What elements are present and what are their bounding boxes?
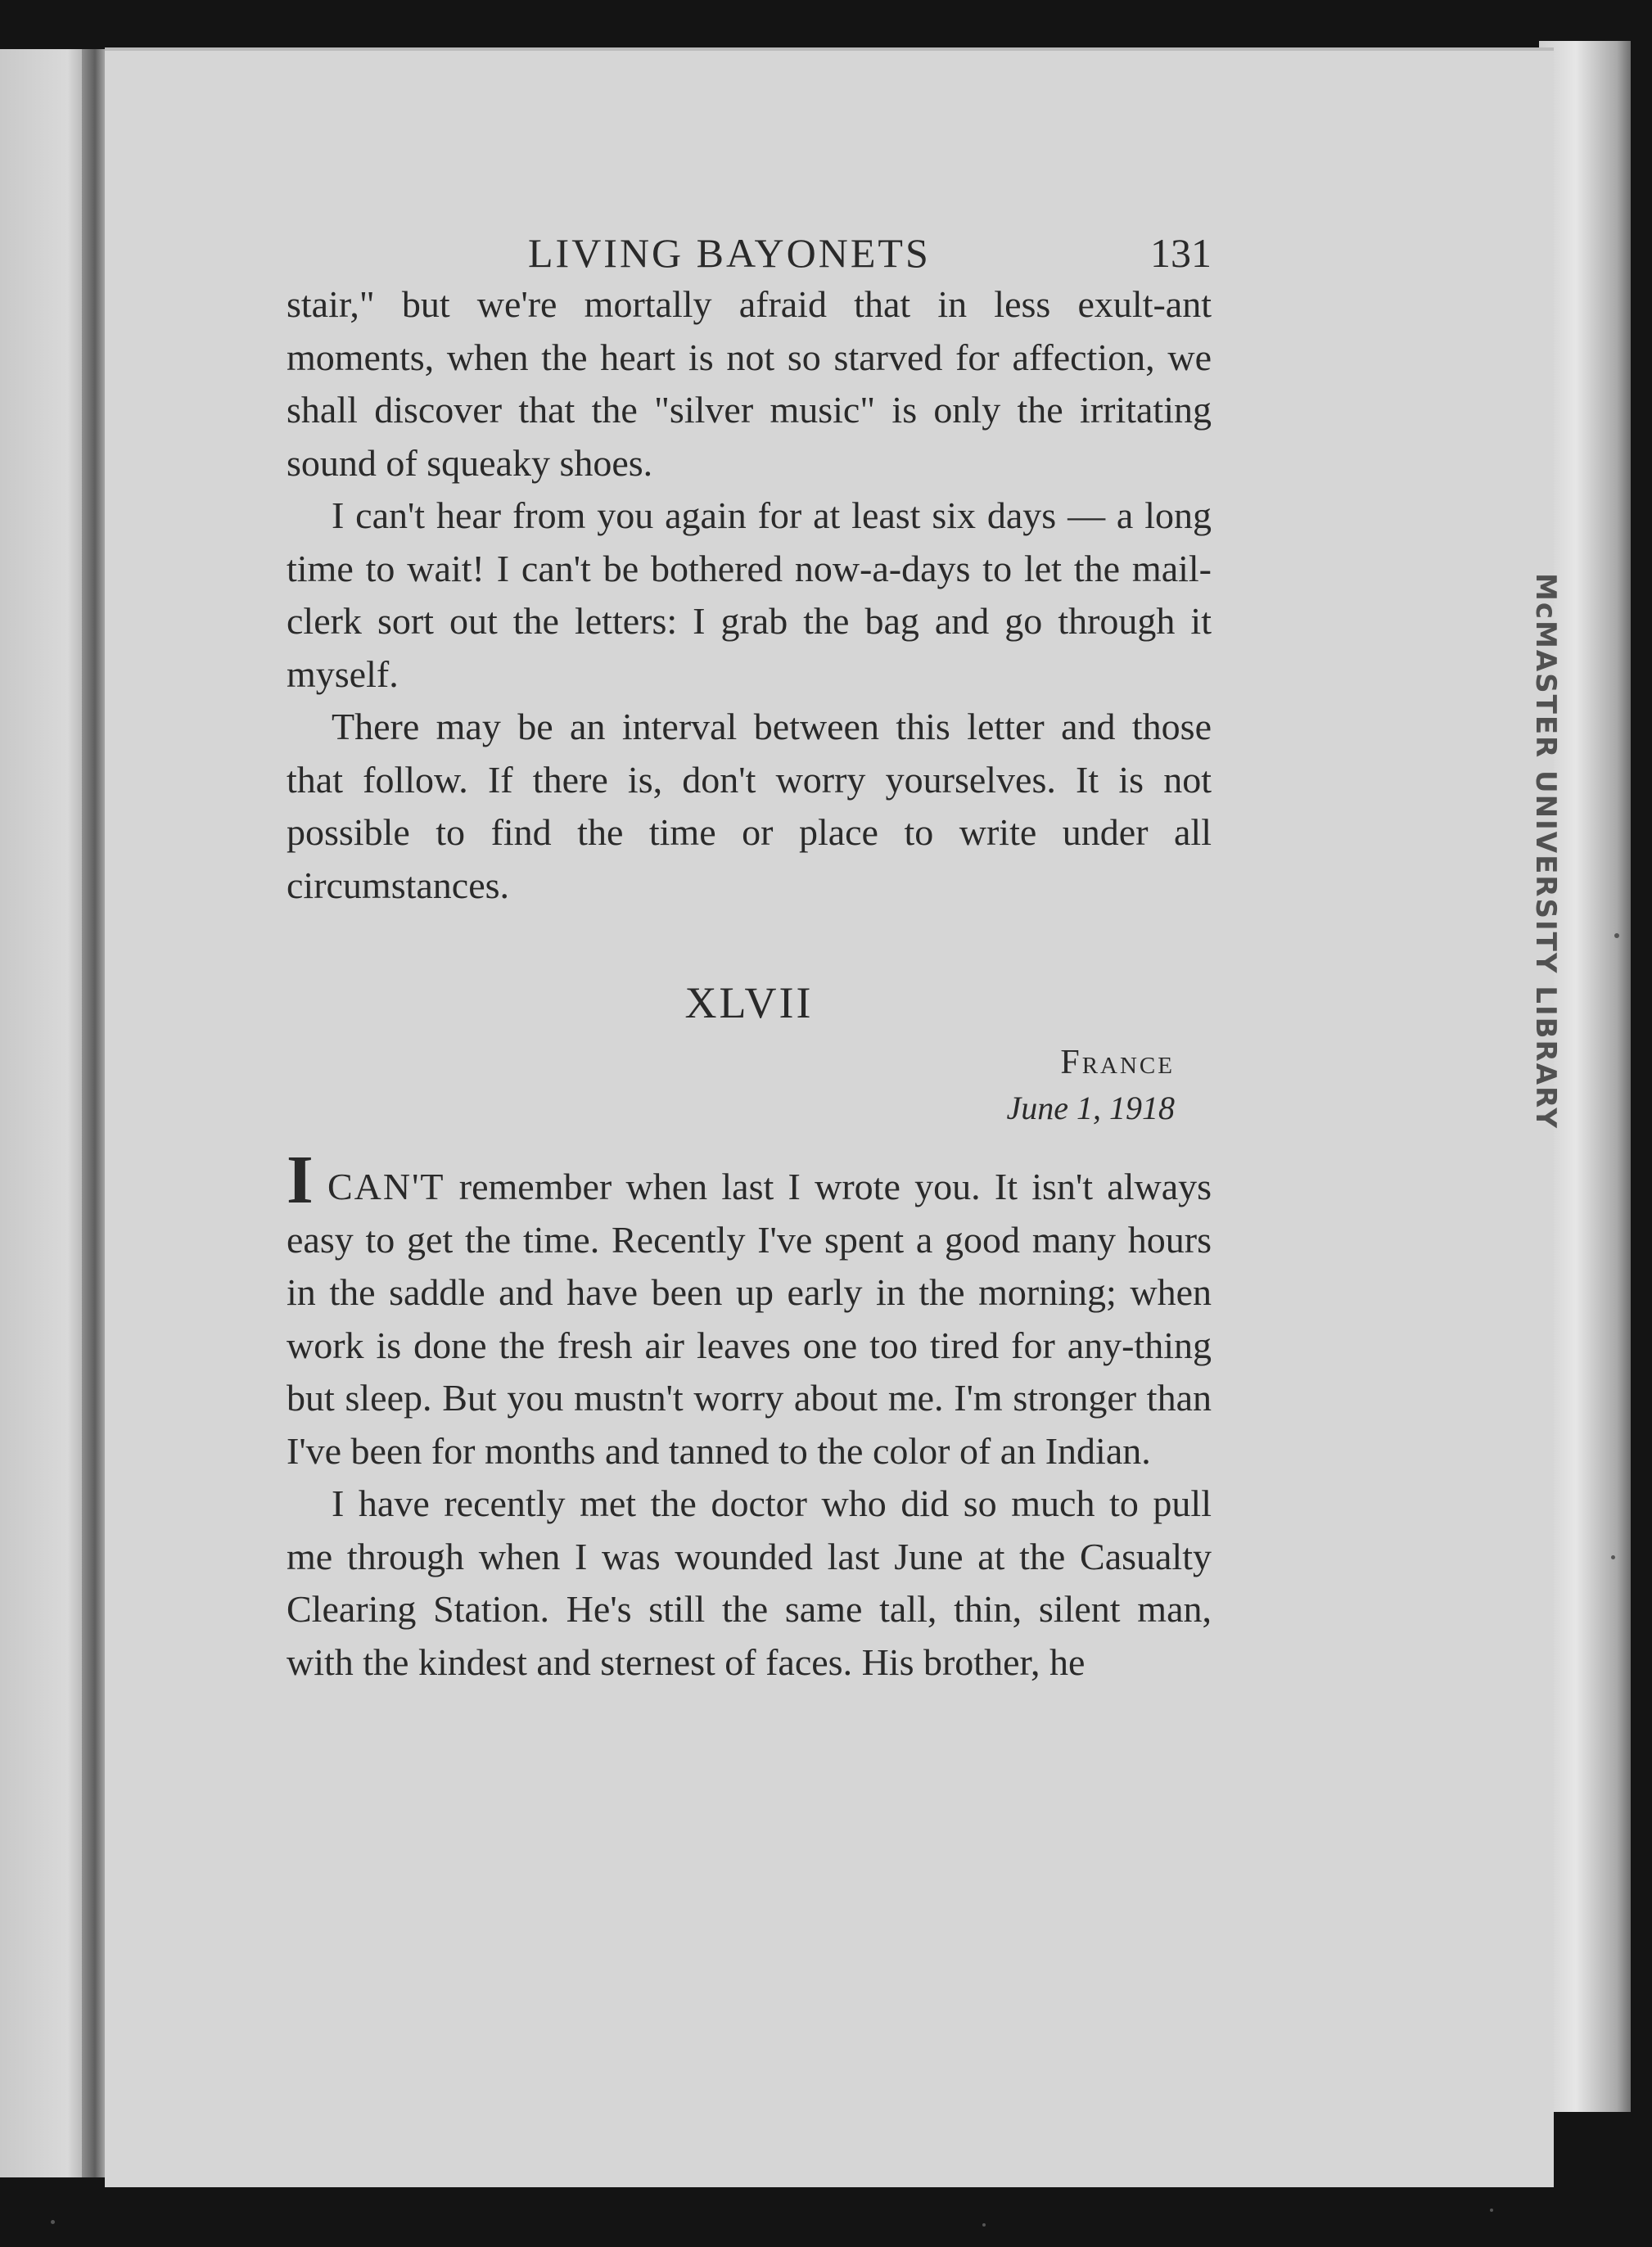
chapter-number: XLVII: [684, 978, 814, 1027]
drop-cap: I: [287, 1142, 314, 1218]
paragraph-continued: stair," but we're mortally afraid that in less exult-ant moments, when the heart is not so starved for affection, we shall discover that the "silver music" is only the irritating sound of squeaky shoes.: [287, 283, 1212, 484]
page-number: 131: [1150, 230, 1212, 276]
opening-caps: CAN'T: [327, 1166, 445, 1207]
paragraph: There may be an interval between this letter and those that follow. If there is, don't worry yourselves. It is not possible to find the time or place to write under all circumstances.: [287, 706, 1212, 906]
opening-text: remember when last I wrote you. It isn't always easy to get the time. Recently I've spent a good many hours in the saddle and have been up early in the morning; when work is done the fresh air leaves one too tired for any-thing but sleep. But you mustn't worry about me. I'm stronger than I've been for months and tanned to the color of an Indian.: [287, 1166, 1212, 1472]
running-head-title: LIVING BAYONETS: [528, 230, 931, 276]
library-stamp: McMASTER UNIVERSITY LIBRARY: [1529, 573, 1562, 1130]
dateline-place: France: [1060, 1044, 1175, 1081]
page-text: [287, 221, 1212, 1689]
paragraph: I have recently met the doctor who did so much to pull me through when I was wounded last June at the Casualty Clearing Station. He's still the same tall, thin, silent man, with the kindest and sternest of faces. His brother, he: [287, 1482, 1212, 1683]
paragraph: I can't hear from you again for at least six days — a long time to wait! I can't be bothered now-a-days to let the mail-clerk sort out the letters: I grab the bag and go through it myself.: [287, 494, 1212, 695]
dateline-date: June 1, 1918: [1006, 1090, 1175, 1126]
running-head: [287, 221, 1212, 278]
opening-paragraph: [287, 1142, 1212, 1478]
dateline: [287, 1040, 1212, 1131]
